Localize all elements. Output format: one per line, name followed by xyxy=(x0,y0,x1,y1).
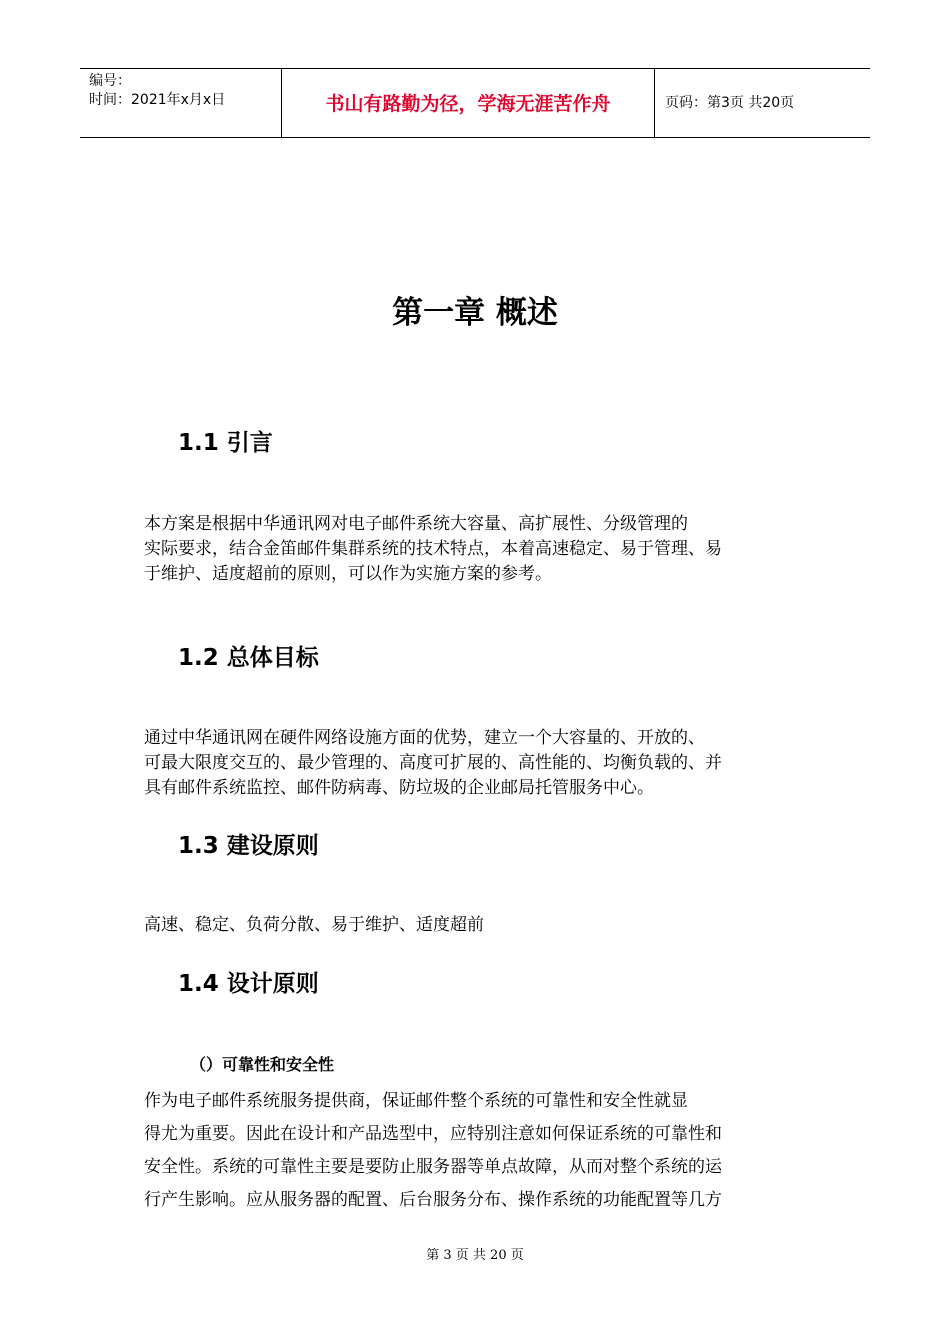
page-footer: 第 3 页 共 20 页 xyxy=(426,1248,524,1263)
paragraph-line: 行产生影响。应从服务器的配置、后台服务分布、操作系统的功能配置等几方 xyxy=(144,1190,722,1210)
paragraph-line: 通过中华通讯网在硬件网络设施方面的优势，建立一个大容量的、开放的、 xyxy=(144,728,705,748)
section-heading-introduction: 1.1 引言 xyxy=(178,430,273,456)
section-paragraph-construction-principles xyxy=(144,913,484,938)
paragraph-line: 于维护、适度超前的原则，可以作为实施方案的参考。 xyxy=(144,564,552,584)
section-paragraph-introduction xyxy=(144,512,722,587)
paragraph-line: 本方案是根据中华通讯网对电子邮件系统大容量、高扩展性、分级管理的 xyxy=(144,514,688,534)
page-number-info: 页码：第3页 共20页 xyxy=(665,95,795,111)
paragraph-line: 具有邮件系统监控、邮件防病毒、防垃圾的企业邮局托管服务中心。 xyxy=(144,778,654,798)
header-meta-cell xyxy=(80,69,282,137)
subsection-heading-reliability-security: （）可靠性和安全性 xyxy=(190,1055,335,1074)
section-heading-design-principles: 1.4 设计原则 xyxy=(178,971,319,997)
section-paragraph-design-principles xyxy=(144,1085,722,1217)
document-number: 编号： xyxy=(89,73,131,89)
paragraph-line: 实际要求，结合金笛邮件集群系统的技术特点，本着高速稳定、易于管理、易 xyxy=(144,539,722,559)
paragraph-line: 可最大限度交互的、最少管理的、高度可扩展的、高性能的、均衡负载的、并 xyxy=(144,753,722,773)
section-heading-construction-principles: 1.3 建设原则 xyxy=(178,833,319,859)
document-time: 时间：2021年x月x日 xyxy=(89,92,226,108)
motto: 书山有路勤为径，学海无涯苦作舟 xyxy=(325,93,611,115)
section-heading-overall-goal: 1.2 总体目标 xyxy=(178,645,319,671)
chapter-title: 第一章 概述 xyxy=(392,295,558,331)
document-header xyxy=(80,68,870,138)
paragraph-line: 得尤为重要。因此在设计和产品选型中，应特别注意如何保证系统的可靠性和 xyxy=(144,1124,722,1144)
paragraph-line: 作为电子邮件系统服务提供商，保证邮件整个系统的可靠性和安全性就显 xyxy=(144,1091,688,1111)
header-motto-cell xyxy=(282,69,655,137)
section-paragraph-overall-goal xyxy=(144,726,722,801)
paragraph-line: 高速、稳定、负荷分散、易于维护、适度超前 xyxy=(144,915,484,935)
header-page-cell xyxy=(655,69,870,137)
paragraph-line: 安全性。系统的可靠性主要是要防止服务器等单点故障，从而对整个系统的运 xyxy=(144,1157,722,1177)
